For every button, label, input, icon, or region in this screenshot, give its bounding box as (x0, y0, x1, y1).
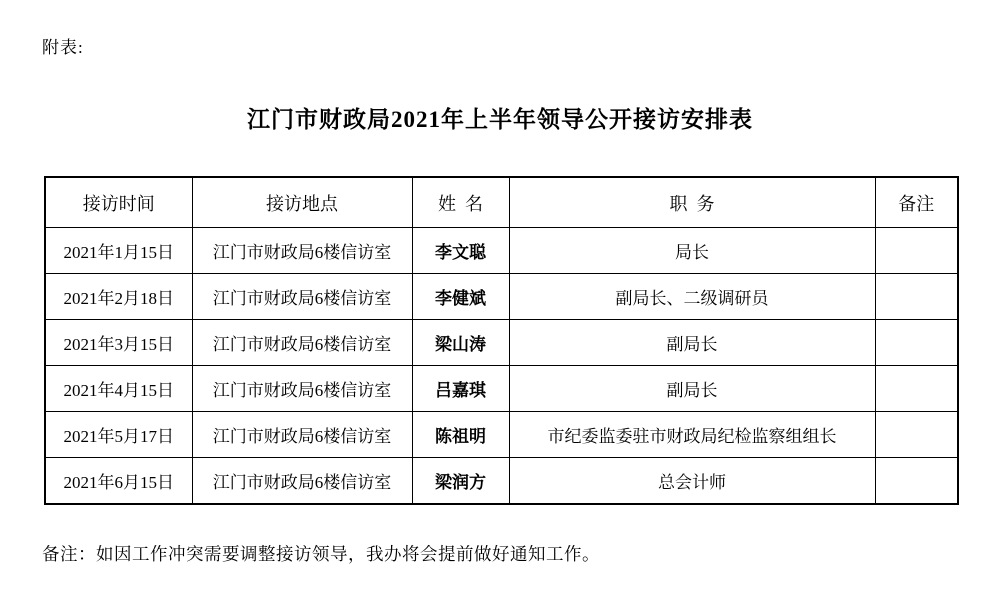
table-row (45, 412, 958, 458)
cell-remark (875, 412, 958, 458)
column-header-remark: 备注 (875, 177, 958, 228)
column-header-position: 职 务 (509, 177, 875, 228)
table-row (45, 366, 958, 412)
cell-remark (875, 274, 958, 320)
cell-position: 市纪委监委驻市财政局纪检监察组组长 (509, 412, 875, 458)
cell-location: 江门市财政局6楼信访室 (192, 458, 412, 505)
cell-location: 江门市财政局6楼信访室 (192, 412, 412, 458)
cell-date: 2021年3月15日 (45, 320, 192, 366)
attachment-label: 附表: (42, 38, 84, 57)
table-row (45, 458, 958, 505)
cell-location: 江门市财政局6楼信访室 (192, 320, 412, 366)
cell-position: 副局长 (509, 366, 875, 412)
cell-name: 梁山涛 (412, 320, 509, 366)
cell-remark (875, 320, 958, 366)
cell-name: 李健斌 (412, 274, 509, 320)
cell-date: 2021年1月15日 (45, 228, 192, 274)
cell-date: 2021年5月17日 (45, 412, 192, 458)
cell-location: 江门市财政局6楼信访室 (192, 228, 412, 274)
cell-date: 2021年4月15日 (45, 366, 192, 412)
column-header-location: 接访地点 (192, 177, 412, 228)
column-header-name: 姓 名 (412, 177, 509, 228)
cell-date: 2021年2月18日 (45, 274, 192, 320)
cell-remark (875, 228, 958, 274)
cell-name: 陈祖明 (412, 412, 509, 458)
cell-position: 副局长 (509, 320, 875, 366)
cell-position: 副局长、二级调研员 (509, 274, 875, 320)
page-title: 江门市财政局2021年上半年领导公开接访安排表 (247, 107, 753, 132)
table-row (45, 320, 958, 366)
footnote: 备注：如因工作冲突需要调整接访领导，我办将会提前做好通知工作。 (42, 544, 600, 564)
cell-location: 江门市财政局6楼信访室 (192, 366, 412, 412)
reception-schedule-table (44, 176, 959, 505)
cell-name: 李文聪 (412, 228, 509, 274)
cell-location: 江门市财政局6楼信访室 (192, 274, 412, 320)
table-header-row (45, 177, 958, 228)
cell-name: 吕嘉琪 (412, 366, 509, 412)
cell-remark (875, 366, 958, 412)
table-row (45, 228, 958, 274)
cell-remark (875, 458, 958, 505)
cell-position: 局长 (509, 228, 875, 274)
column-header-date: 接访时间 (45, 177, 192, 228)
cell-date: 2021年6月15日 (45, 458, 192, 505)
cell-name: 梁润方 (412, 458, 509, 505)
table-row (45, 274, 958, 320)
cell-position: 总会计师 (509, 458, 875, 505)
